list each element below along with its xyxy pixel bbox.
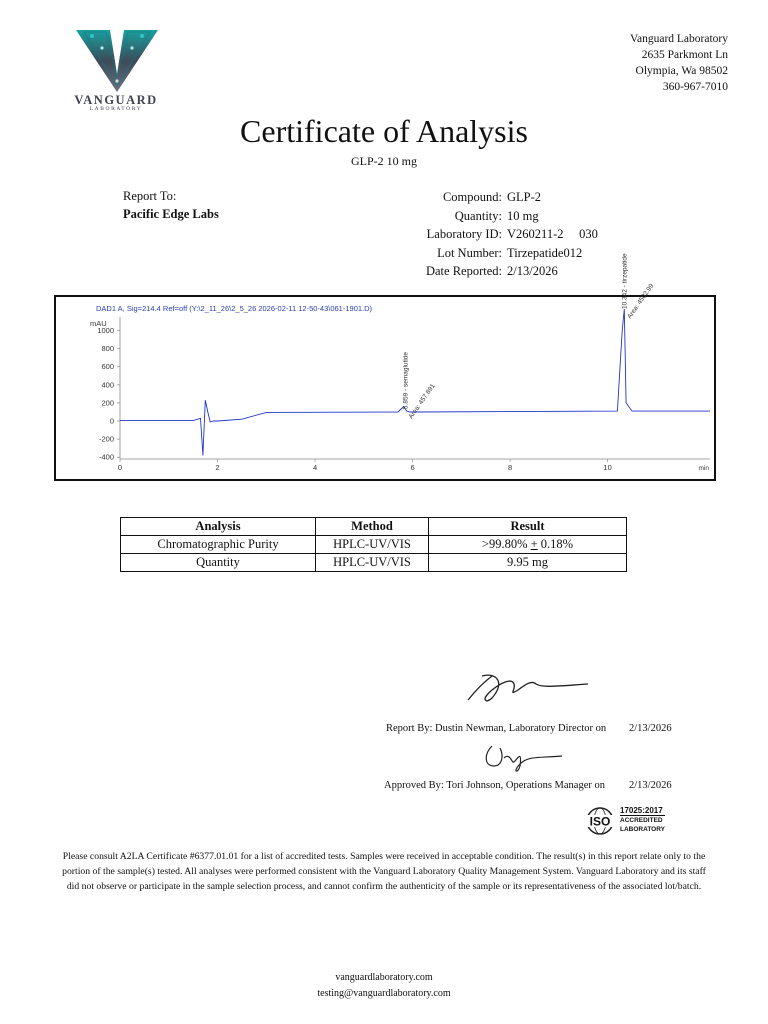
lot-number-value: Tirzepatide012 <box>507 245 583 260</box>
lab-phone: 360-967-7010 <box>662 81 728 93</box>
purity-result-text: >99.80% + 0.18% <box>481 537 574 551</box>
y-axis-label: mAU <box>90 319 107 328</box>
header-result: Result <box>429 518 627 536</box>
table-header-row <box>121 518 627 536</box>
plus-minus-symbol: + <box>530 537 538 551</box>
x-tick-label: 8 <box>507 463 513 472</box>
peak-area-label: Area: 457.891 <box>407 382 437 421</box>
iso-standard: 17025:2017 <box>620 806 665 816</box>
peak-label: 5.859 - semaglutide <box>402 351 410 410</box>
compound-value: GLP-2 <box>507 190 542 204</box>
manager-signature <box>478 738 568 778</box>
approved-by-text: Approved By: Tori Johnson, Operations Manager on <box>384 780 605 791</box>
result-cell <box>429 536 627 554</box>
footer-email: testing@vanguardlaboratory.com <box>317 988 451 999</box>
header-analysis: Analysis <box>121 518 316 536</box>
result-cell: 9.95 mg <box>429 554 627 572</box>
peak-label: 10.342 - tirzepatide <box>621 253 629 309</box>
iso-accreditation-badge <box>582 806 674 836</box>
method-cell: HPLC-UV/VIS <box>316 536 429 554</box>
approved-by-date: 2/13/2026 <box>629 780 672 791</box>
y-tick-label: -200 <box>98 434 114 444</box>
peak-area-label: Area: 4502.99 <box>626 282 656 321</box>
header-method: Method <box>316 518 429 536</box>
method-cell: HPLC-UV/VIS <box>316 554 429 572</box>
y-tick-label: 600 <box>101 362 114 372</box>
chart-title: DAD1 A, Sig=214.4 Ref=off (Y:\2_11_26\2_5_26 2026-02-11 12-50-43\061-1901.D) <box>96 304 373 313</box>
x-tick-label: 0 <box>117 463 123 472</box>
director-signature <box>462 668 592 710</box>
document-subtitle: GLP-2 10 mg <box>351 154 417 168</box>
report-by-text: Report By: Dustin Newman, Laboratory Director on <box>386 723 607 734</box>
iso-globe-icon <box>582 806 618 836</box>
date-reported-label: Date Reported: <box>425 264 502 278</box>
lot-number-label: Lot Number: <box>437 245 502 260</box>
logo-subtitle: LABORATORY <box>89 106 143 112</box>
iso-laboratory: LABORATORY <box>620 826 666 833</box>
footer-contact <box>0 970 768 1002</box>
x-tick-label: 6 <box>410 463 415 472</box>
logo-wordmark: VANGUARD <box>74 93 158 107</box>
date-reported-value: 2/13/2026 <box>507 264 558 278</box>
iso-accredited: ACCREDITED <box>620 817 663 824</box>
report-by-date: 2/13/2026 <box>629 723 672 734</box>
lab-address <box>630 31 728 95</box>
table-row <box>121 536 627 554</box>
quantity-value: 10 mg <box>507 208 539 223</box>
lab-street: 2635 Parkmont Ln <box>641 49 728 61</box>
x-tick-label: 2 <box>215 463 220 472</box>
lab-name: Vanguard Laboratory <box>629 33 728 45</box>
svg-text:ISO: ISO <box>589 814 611 829</box>
compound-label: Compound: <box>442 190 502 204</box>
report-to-client: Pacific Edge Labs <box>123 207 219 221</box>
disclaimer-text: Please consult A2LA Certificate #6377.01.01 for a list of accredited tests. Samples were received in acceptable condition. The result(s) in this report relate only to the portion of the sample(s) tested. All analyses were performed consistent with the Vanguard Laboratory Quality Management System. Vanguard Laboratory and its staff did not observe or participate in the sample selection process, and cannot confirm the authenticity of the sample or its representativeness of the associated lot/batch. <box>62 851 706 892</box>
report-to-label: Report To: <box>123 189 177 203</box>
quantity-label: Quantity: <box>454 208 502 223</box>
y-tick-label: 200 <box>101 398 114 408</box>
y-tick-label: 400 <box>101 380 114 390</box>
document-title: Certificate of Analysis <box>240 113 528 149</box>
lab-city: Olympia, Wa 98502 <box>635 65 728 77</box>
chromatogram-trace <box>120 309 710 455</box>
sample-detail-labels <box>426 188 502 281</box>
analysis-cell: Quantity <box>121 554 316 572</box>
y-tick-label: 0 <box>109 416 114 426</box>
footer-website: vanguardlaboratory.com <box>335 972 433 983</box>
y-tick-label: -400 <box>98 452 114 462</box>
sample-detail-values <box>507 188 598 281</box>
x-axis-unit: min <box>698 465 709 472</box>
y-tick-label: 1000 <box>97 326 114 336</box>
results-table <box>120 517 627 572</box>
x-tick-label: 10 <box>603 463 612 472</box>
lab-id-label: Laboratory ID: <box>426 227 502 241</box>
table-row <box>121 554 627 572</box>
analysis-cell: Chromatographic Purity <box>121 536 316 554</box>
y-tick-label: 800 <box>101 344 114 354</box>
lab-id-value: V260211-2 030 <box>507 227 598 241</box>
x-tick-label: 4 <box>312 463 318 472</box>
